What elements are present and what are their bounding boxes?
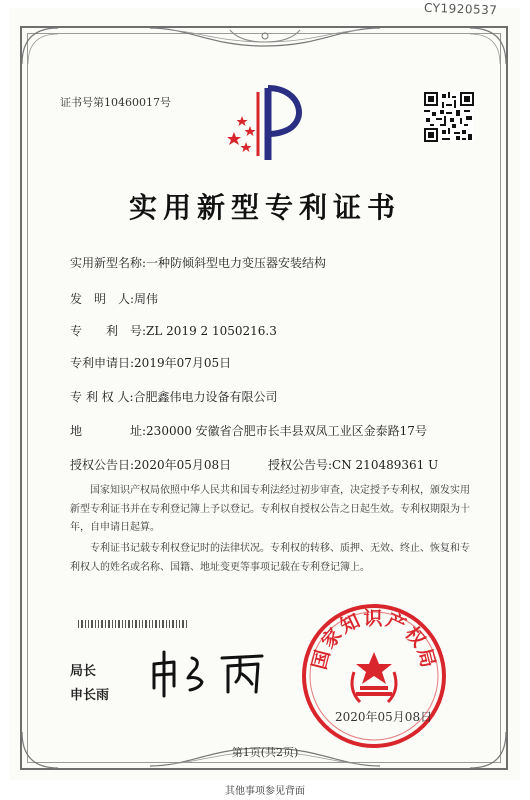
field-patentee xyxy=(70,388,278,405)
field-label: 专 利 号: xyxy=(70,324,147,338)
official-seal xyxy=(300,602,448,750)
field-patent-number xyxy=(70,322,277,339)
handwritten-signature xyxy=(148,648,268,698)
barcode-strip-icon xyxy=(78,620,188,628)
certificate-number: 证书号第10460017号 xyxy=(60,96,171,109)
field-label: 实用新型名称: xyxy=(70,256,147,270)
field-value: 周伟 xyxy=(134,292,159,306)
field-application-date xyxy=(70,354,231,371)
corner-ornament-top-left xyxy=(20,26,60,66)
legal-status-paragraph: 专利证书记载专利权登记时的法律状况。专利权的转移、质押、无效、终止、恢复和专利权人的姓名或名称、国籍、地址变更等事项记载在专利登记簿上。 xyxy=(70,543,470,573)
handwritten-note: CY1920537 xyxy=(423,0,498,18)
field-value: 230000 安徽省合肥市长丰县双凤工业区金泰路17号 xyxy=(146,424,427,438)
grant-paragraph: 国家知识产权局依照中华人民共和国专利法经过初步审查，决定授予专利权，颁发实用新型专利证书并在专利登记簿上予以登记。专利权自授权公告之日起生效。专利权期限为十年，自申请日起算。 xyxy=(70,485,470,533)
qr-code-icon xyxy=(424,92,474,142)
field-label: 专利申请日: xyxy=(70,356,135,370)
field-label: 发 明 人: xyxy=(70,292,135,306)
field-utility-model-name xyxy=(70,254,326,271)
field-label: 地 址: xyxy=(70,424,147,438)
document-title: 实用新型专利证书 xyxy=(128,191,401,224)
field-value: CN 210489361 U xyxy=(332,458,439,472)
field-label: 专 利 权 人: xyxy=(70,390,134,404)
director-title: 局长 xyxy=(70,664,97,679)
field-announce-number xyxy=(268,456,438,473)
director-name: 申长雨 xyxy=(70,688,110,703)
field-value: 2020年05月08日 xyxy=(134,458,232,472)
field-value: 合肥鑫伟电力设备有限公司 xyxy=(133,390,278,404)
footer-note: 其他事项参见背面 xyxy=(225,786,305,797)
field-announce-date xyxy=(70,456,231,473)
field-label: 授权公告日: xyxy=(70,458,135,472)
field-value: ZL 2019 2 1050216.3 xyxy=(146,324,277,338)
seal-date: 2020年05月08日 xyxy=(335,710,433,724)
seal-text: 国家知识产权局 xyxy=(308,607,440,672)
field-value: 2019年07月05日 xyxy=(134,356,232,370)
page-number: 第1页(共2页) xyxy=(231,746,299,759)
field-label: 授权公告号: xyxy=(268,458,333,472)
top-ornament xyxy=(150,26,380,50)
field-inventor xyxy=(70,290,158,307)
field-address xyxy=(70,422,427,439)
field-value: 一种防倾斜型电力变压器安装结构 xyxy=(146,256,327,270)
cnipa-logo-icon xyxy=(220,80,310,168)
corner-ornament-top-right xyxy=(468,26,508,66)
